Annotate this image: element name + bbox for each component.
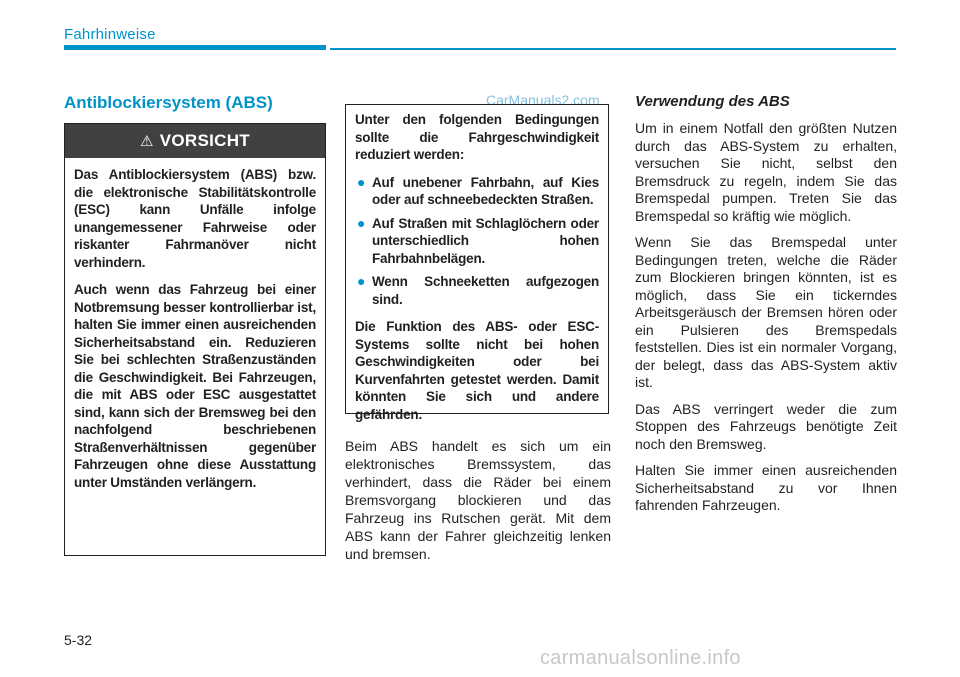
warning-triangle-icon: ⚠ xyxy=(140,133,154,150)
conditions-list-item: ● Wenn Schneeketten aufgezogen sind. xyxy=(357,273,599,307)
section-title: Antiblockiersystem (ABS) xyxy=(64,93,273,112)
conditions-list xyxy=(355,174,599,309)
usage-paragraph: Wenn Sie das Bremspedal unter Bedingungen treten, welche die Räder zum Blockieren bringen könnten, ist es möglich, dass Sie ein tickerndes Arbeitsgeräusch der Bremsen hören oder ein Pulsieren des Bremspedals feststellen. Dies ist ein normaler Vorgang, der belegt, dass das ABS-System aktiv ist. xyxy=(635,234,897,390)
warning-body xyxy=(65,158,325,491)
bullet-dot-icon: ● xyxy=(357,214,366,231)
usage-paragraph: Das ABS verringert weder die zum Stoppen des Fahrzeugs benötigte Zeit noch den Bremsweg. xyxy=(635,400,897,452)
bullet-dot-icon: ● xyxy=(357,273,366,289)
warning-paragraph: Auch wenn das Fahrzeug bei einer Notbremsung besser kontrollierbar ist, halten Sie immer einen ausreichenden Sicherheitsabstand ein. Reduzieren Sie bei schlechten Straßenzuständen die Geschwindigkeit. Bei Fahrzeugen, die mit ABS oder ESC ausgestattet sind, kann sich der Bremsweg bei den nachfolgend beschriebenen Straßenverhältnissen gegenüber Fahrzeugen ohne diese Ausstattung unter Umständen verlängern. xyxy=(74,282,316,490)
abs-description: Beim ABS handelt es sich um ein elektronisches Bremssystem, das verhindert, dass die Räder bei einem Bremsvorgang blockieren und das Fahrzeug ins Rutschen gerät. Mit dem ABS kann der Fahrer gleichzeitig lenken und bremsen. xyxy=(345,438,611,562)
conditions-closing: Die Funktion des ABS- oder ESC-Systems sollte nicht bei hohen Geschwindigkeiten oder bei Kurvenfahrten getestet werden. Damit könnten Sie sich und andere gefährden. xyxy=(355,319,599,422)
usage-paragraph: Um in einem Notfall den größten Nutzen durch das ABS-System zu erhalten, versuchen Sie nicht, selbst den Bremsdruck zu regeln, indem Sie das Bremspedal pumpen. Treten Sie das Bremspedal so kräftig wie möglich. xyxy=(635,120,897,224)
warning-paragraph: Das Antiblockiersystem (ABS) bzw. die elektronische Stabilitätskontrolle (ESC) kann Unfälle infolge unangemessener Fahrweise oder riskanter Fahrmanöver nicht verhindern. xyxy=(74,167,316,270)
bullet-dot-icon: ● xyxy=(357,173,366,190)
usage-section xyxy=(635,93,897,524)
usage-heading: Verwendung des ABS xyxy=(635,93,790,110)
warning-header xyxy=(65,124,325,158)
chapter-title: Fahrhinweise xyxy=(64,26,156,43)
warning-box xyxy=(64,123,326,556)
conditions-list-item: ● Auf Straßen mit Schlaglöchern oder unterschiedlich hohen Fahrbahnbelägen. xyxy=(357,214,599,266)
page-number: 5-32 xyxy=(64,632,93,648)
watermark-top: CarManuals2.com xyxy=(486,92,600,108)
warning-heading: VORSICHT xyxy=(159,131,250,150)
conditions-list-item: ● Auf unebener Fahrbahn, auf Kies oder auf schneebedeckten Straßen. xyxy=(357,173,599,207)
header-rule xyxy=(330,48,896,50)
conditions-box xyxy=(345,104,609,422)
usage-paragraph: Halten Sie immer einen ausreichenden Sicherheitsabstand zu vor Ihnen fahrenden Fahrzeugen. xyxy=(635,462,897,513)
header-rule-accent xyxy=(64,45,326,50)
conditions-intro: Unter den folgenden Bedingungen sollte die Fahrgeschwindigkeit reduziert werden: xyxy=(355,112,599,162)
watermark-bottom: carmanualsonline.info xyxy=(540,647,741,669)
